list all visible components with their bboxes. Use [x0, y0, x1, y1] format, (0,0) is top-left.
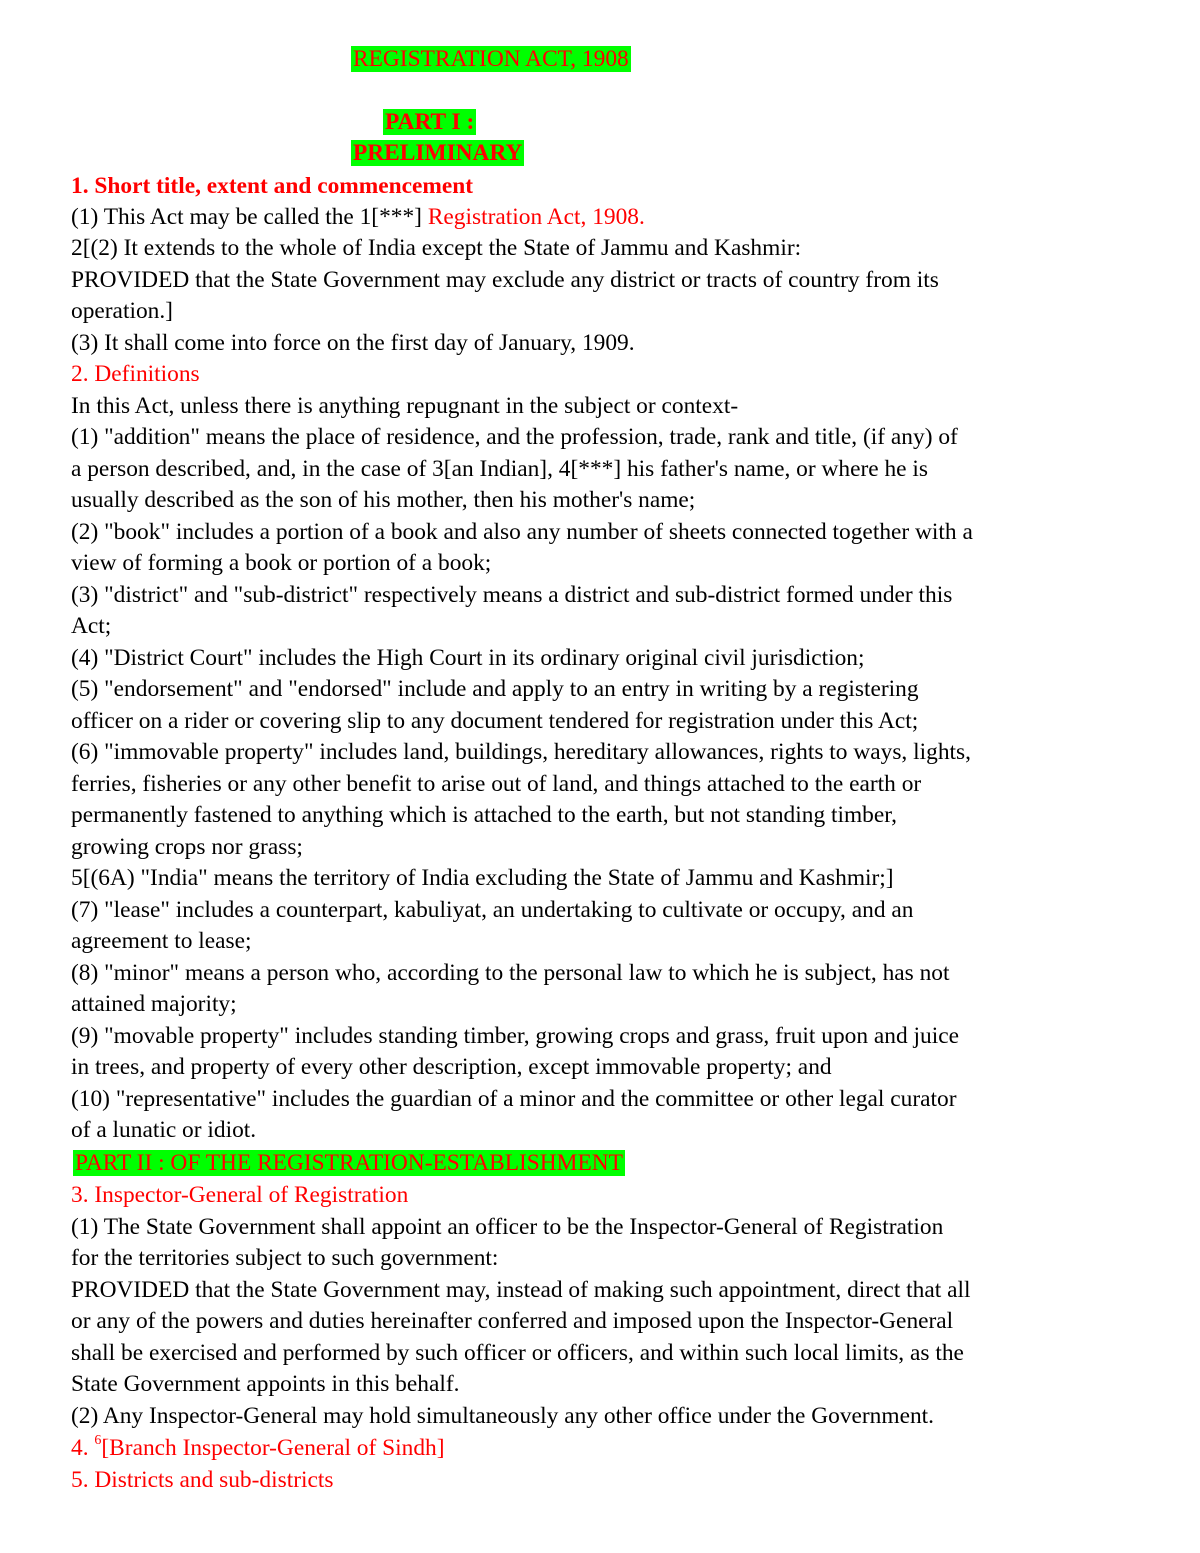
footnote-marker: 6 — [94, 1433, 102, 1449]
section2-line: a person described, and, in the case of 3[an Indian], 4[***] his father's name, or where he is — [71, 456, 929, 482]
section2-line: (2) "book" includes a portion of a book and also any number of sheets connected together with a — [71, 519, 973, 545]
section2-heading: 2. Definitions — [71, 361, 200, 387]
section3-line: (1) The State Government shall appoint an officer to be the Inspector-General of Registration — [71, 1214, 944, 1240]
part1-heading-line1 — [383, 107, 476, 138]
title-highlight: REGISTRATION ACT, 1908 — [353, 46, 629, 72]
section1-line — [71, 202, 645, 233]
section3-line: shall be exercised and performed by such officer or officers, and within such local limits, as the — [71, 1340, 964, 1366]
section2-line: (10) "representative" includes the guardian of a minor and the committee or other legal curator — [71, 1086, 957, 1112]
section1-line1-red: Registration Act, 1908. — [427, 204, 645, 230]
section2-line: (9) "movable property" includes standing timber, growing crops and grass, fruit upon and juice — [71, 1023, 959, 1049]
section2-line: of a lunatic or idiot. — [71, 1117, 257, 1143]
section1-line: operation.] — [71, 298, 173, 324]
section2-line: (8) "minor" means a person who, according to the personal law to which he is subject, has not — [71, 960, 950, 986]
section2-line: attained majority; — [71, 991, 237, 1017]
section1-line: 2[(2) It extends to the whole of India except the State of Jammu and Kashmir: — [71, 235, 802, 261]
section2-line: In this Act, unless there is anything repugnant in the subject or context- — [71, 393, 739, 419]
section2-line: agreement to lease; — [71, 928, 252, 954]
section2-line: Act; — [71, 613, 112, 639]
section2-line: (7) "lease" includes a counterpart, kabuliyat, an undertaking to cultivate or occupy, and an — [71, 897, 914, 923]
section2-line: growing crops nor grass; — [71, 834, 303, 860]
document-title — [351, 44, 631, 75]
section3-line: PROVIDED that the State Government may, instead of making such appointment, direct that all — [71, 1277, 971, 1303]
section2-line: (5) "endorsement" and "endorsed" include and apply to an entry in writing by a registering — [71, 676, 919, 702]
part2-highlight: PART II : OF THE REGISTRATION-ESTABLISHMENT — [75, 1150, 623, 1176]
section3-line: or any of the powers and duties hereinafter conferred and imposed upon the Inspector-General — [71, 1308, 954, 1334]
section4-number: 4. — [71, 1435, 95, 1461]
section2-line: in trees, and property of every other description, except immovable property; and — [71, 1054, 832, 1080]
part1-highlight-1: PART I : — [385, 109, 475, 135]
section2-line: ferries, fisheries or any other benefit to arise out of land, and things attached to the earth or — [71, 771, 922, 797]
section2-line: usually described as the son of his mother, then his mother's name; — [71, 487, 696, 513]
section2-line: (6) "immovable property" includes land, buildings, hereditary allowances, rights to ways, lights, — [71, 739, 971, 765]
section2-line: (4) "District Court" includes the High Court in its ordinary original civil jurisdiction; — [71, 645, 865, 671]
section3-line: (2) Any Inspector-General may hold simultaneously any other office under the Government. — [71, 1403, 934, 1429]
section1-heading: 1. Short title, extent and commencement — [71, 173, 474, 199]
section2-line: 5[(6A) "India" means the territory of India excluding the State of Jammu and Kashmir;] — [71, 865, 894, 891]
section3-line: for the territories subject to such government: — [71, 1245, 499, 1271]
section2-line: (3) "district" and "sub-district" respectively means a district and sub-district formed under this — [71, 582, 953, 608]
section4-title: [Branch Inspector-General of Sindh] — [101, 1435, 445, 1461]
section1-line: PROVIDED that the State Government may exclude any district or tracts of country from its — [71, 267, 939, 293]
section2-line: permanently fastened to anything which is attached to the earth, but not standing timber, — [71, 802, 897, 828]
section5-heading: 5. Districts and sub-districts — [71, 1467, 334, 1493]
section2-line: view of forming a book or portion of a book; — [71, 550, 492, 576]
section1-line: (3) It shall come into force on the first day of January, 1909. — [71, 330, 635, 356]
section2-line: officer on a rider or covering slip to any document tendered for registration under this Act; — [71, 708, 919, 734]
part2-heading — [73, 1148, 625, 1179]
section1-line1-text: (1) This Act may be called the 1[***] — [71, 204, 428, 230]
part1-highlight-2: PRELIMINARY — [353, 140, 523, 166]
section3-heading: 3. Inspector-General of Registration — [71, 1182, 409, 1208]
section2-line: (1) "addition" means the place of residence, and the profession, trade, rank and title, (if any) of — [71, 424, 958, 450]
section3-line: State Government appoints in this behalf. — [71, 1371, 460, 1397]
part1-heading-line2 — [351, 138, 524, 169]
section4-heading — [71, 1433, 445, 1464]
